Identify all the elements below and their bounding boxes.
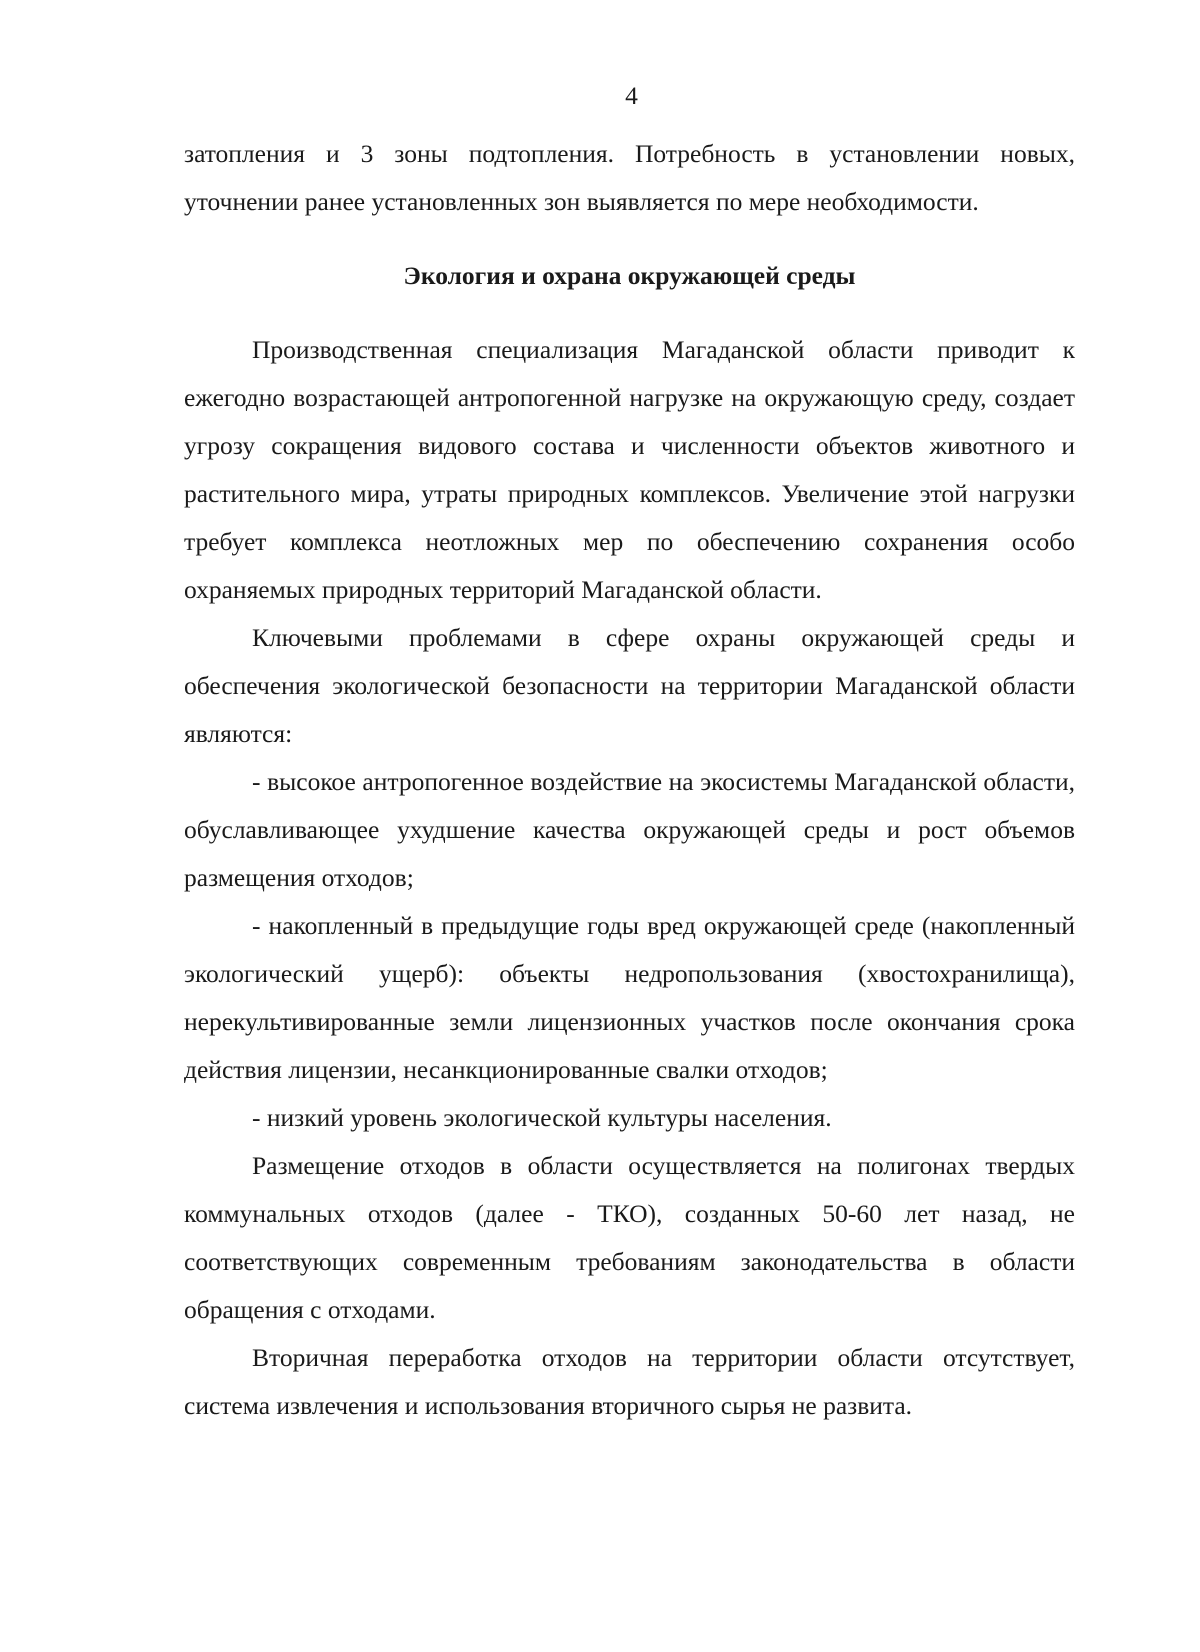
document-body	[184, 130, 1075, 1430]
paragraph: Вторичная переработка отходов на территории области отсутствует, система извлечения и использования вторичного сырья не развита.	[184, 1343, 1075, 1420]
list-item: - высокое антропогенное воздействие на экосистемы Магаданской области, обуславливающее ухудшение качества окружающей среды и рост объемов размещения отходов;	[184, 767, 1075, 892]
paragraph: Ключевыми проблемами в сфере охраны окружающей среды и обеспечения экологической безопасности на территории Магаданской области являются:	[184, 623, 1075, 748]
paragraph-continuation: затопления и 3 зоны подтопления. Потребность в установлении новых, уточнении ранее установленных зон выявляется по мере необходимости.	[184, 139, 1075, 216]
list-item: - низкий уровень экологической культуры населения.	[252, 1103, 832, 1132]
section-heading: Экология и охрана окружающей среды	[403, 261, 856, 290]
list-item: - накопленный в предыдущие годы вред окружающей среде (накопленный экологический ущерб): объекты недропользования (хвостохранилища), нерекультивированные земли лицензионных участков после окончания срока действия лицензии, несанкционированные свалки отходов;	[184, 911, 1075, 1084]
paragraph: Производственная специализация Магаданской области приводит к ежегодно возрастающей антропогенной нагрузке на окружающую среду, создает угрозу сокращения видового состава и численности объектов животного и растительного мира, утраты природных комплексов. Увеличение этой нагрузки требует комплекса неотложных мер по обеспечению сохранения особо охраняемых природных территорий Магаданской области.	[184, 335, 1075, 604]
paragraph: Размещение отходов в области осуществляется на полигонах твердых коммунальных отходов (далее - ТКО), созданных 50-60 лет назад, не соответствующих современным требованиям законодательства в области обращения с отходами.	[184, 1151, 1075, 1324]
page-number: 4	[625, 81, 638, 110]
